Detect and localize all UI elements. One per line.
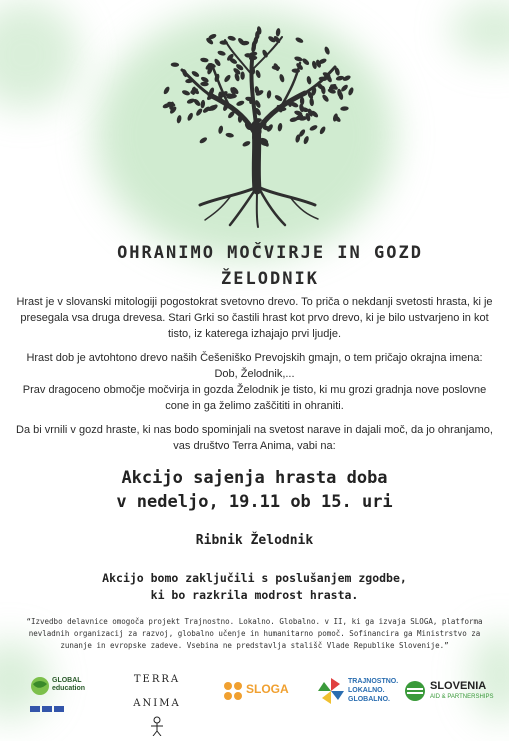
leaf [176, 115, 182, 124]
text-line: Dob, Želodnik,... [214, 368, 295, 380]
leaf [240, 72, 244, 80]
slovenia-aid-logo [404, 678, 504, 708]
leaf [266, 90, 271, 99]
leaf [186, 98, 195, 105]
text-line: vas društvo Terra Anima, vabi na: [173, 440, 336, 452]
leaf [163, 86, 171, 95]
leaf [171, 62, 180, 67]
slovenia-label: SLOVENIA [430, 680, 487, 692]
event-closing [0, 570, 509, 604]
event-location: Ribnik Želodnik [195, 533, 314, 548]
terra-anima-label: TERRA ANIMA [133, 674, 181, 709]
leaf [306, 76, 312, 85]
text-line: Akcijo bomo zaključili s poslušanjem zgodbe, [102, 571, 407, 585]
sloga-logo [222, 678, 292, 708]
leaf [227, 35, 236, 41]
leaf [191, 70, 200, 78]
paragraph-native-oak [14, 350, 495, 414]
text-line: nevladnih organizacij za razvoj, globalno učenje in humanitarno pomoč. Sofinancira ga Ministrstvo za [28, 629, 481, 638]
event-datetime: v nedeljo, 19.11 ob 15. uri [116, 492, 393, 512]
paragraph-invitation [14, 422, 495, 454]
page-title [60, 240, 480, 292]
leaf [186, 112, 194, 121]
leaf [225, 132, 234, 138]
title-line-1: OHRANIMO MOČVIRJE IN GOZD [117, 243, 423, 263]
text-line: LOKALNO. [348, 687, 385, 694]
leaf [181, 89, 190, 96]
global-education-label: GLOBAL education [52, 677, 86, 692]
text-line: ki bo razkrila modrost hrasta. [150, 588, 359, 602]
terra-anima-logo [128, 668, 186, 718]
funding-disclaimer [20, 616, 489, 652]
text-line: Hrast je v slovanski mitologiji pogostokrat svetovno drevo. To priča o nekdanji svetosti hrasta, ki je [16, 296, 493, 308]
leaf [294, 56, 303, 63]
leaf [275, 28, 281, 37]
leaf [255, 69, 262, 78]
leaf [199, 136, 208, 144]
leaf [309, 124, 318, 132]
partner-logos [0, 668, 509, 720]
leaf [277, 123, 283, 132]
event-headline: Akcijo sajenja hrasta doba [121, 468, 388, 488]
leaf [223, 74, 232, 83]
text-line: “Izvedbo delavnice omogoča projekt Trajnostno. Lokalno. Globalno. v II, ki ga izvaja SLOGA, platforma [26, 617, 483, 626]
leaf [195, 107, 204, 116]
figure-icon [145, 716, 169, 736]
leaf [321, 94, 330, 103]
text-line: zunanje in evropske zadeve. Vsebina ne predstavlja stališč Vlade Republike Slovenije.” [60, 641, 449, 650]
text-line: Hrast dob je avtohtono drevo naših Češeniško Prevojskih gmajn, o tem pričajo okrajna imena: [26, 352, 483, 364]
leaf [279, 74, 286, 83]
leaf [191, 86, 197, 95]
text-line: Da bi vrnili v gozd hraste, ki nas bodo spominjali na svetost narave in dajali moč, da jo ohranjamo, [16, 424, 493, 436]
leaf [200, 57, 209, 63]
leaf [200, 100, 205, 109]
text-line: GLOBALNO. [348, 696, 390, 703]
sloga-label: SLOGA [246, 682, 289, 696]
oak-tree-icon [150, 15, 365, 230]
trajnostno-label [348, 677, 398, 704]
slovenia-mark-icon [404, 680, 426, 702]
leaf [236, 100, 245, 107]
leaf [301, 57, 310, 66]
text-line: TRAJNOSTNO. [348, 678, 399, 685]
leaf [319, 126, 327, 135]
global-education-logo [28, 672, 108, 716]
leaf [303, 135, 310, 144]
text-line: presegala vsa druga drevesa. Stari Grki so častili hrast kot prvo drevo, ki je bilo ustvarjeno in kot [20, 312, 489, 324]
green-watercolor-wash-top-left [0, 0, 80, 110]
text-line: cone in ga želimo zaščititi in ohraniti. [165, 400, 344, 412]
leaf [218, 125, 224, 134]
leaf [309, 98, 314, 107]
leaf [295, 36, 304, 44]
leaf [340, 106, 349, 111]
leaf [217, 50, 226, 57]
sloga-mark-icon [222, 680, 244, 702]
slovenia-sub-label: AID & PARTNERSHIPS [430, 694, 494, 700]
leaf [347, 87, 354, 96]
trajnostno-logo [316, 674, 399, 710]
green-watercolor-wash-top-right [450, 0, 509, 60]
leaf [274, 94, 283, 102]
text-line: Prav dragoceno območje močvirja in gozda Želodnik je tisto, ki mu grozi gradnja nove poslovne [22, 384, 487, 396]
title-line-2: ŽELODNIK [221, 269, 319, 289]
paragraph-oak-mythology [14, 294, 495, 342]
leaf [242, 140, 251, 148]
pinwheel-icon [316, 676, 346, 706]
leaf [324, 46, 331, 55]
text-line: tisto, iz katerega izhajajo prvi ljudje. [167, 328, 342, 340]
